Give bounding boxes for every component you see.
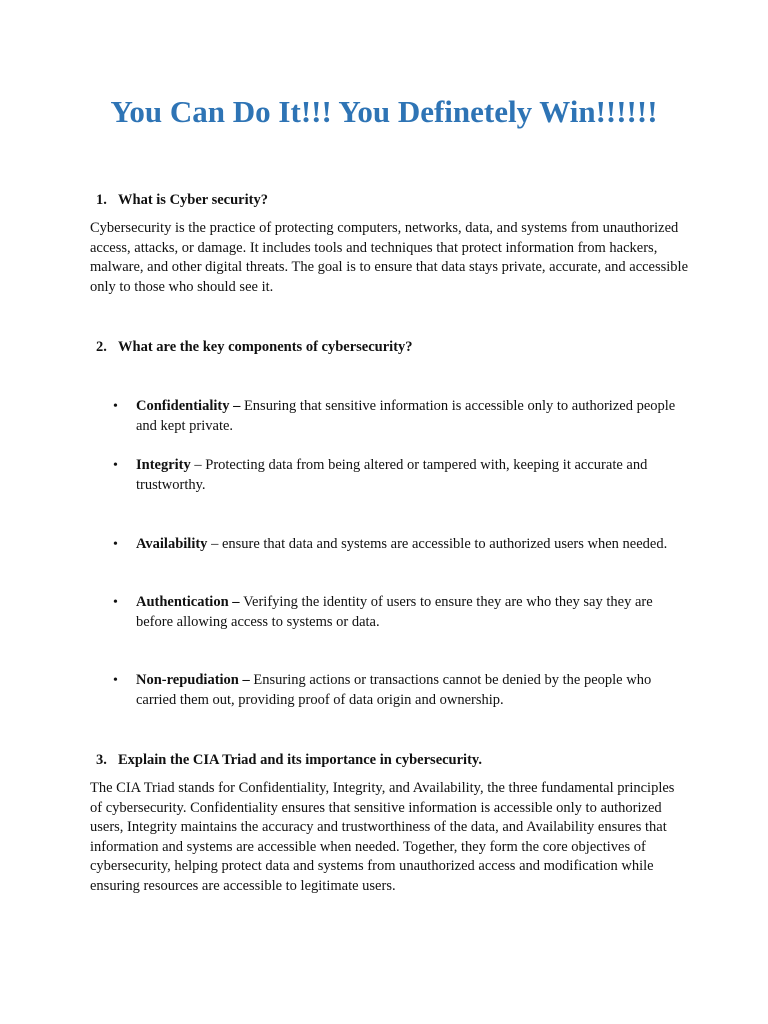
bullet-term: Confidentiality [136,398,230,414]
answer-1: Cybersecurity is the practice of protecting computers, networks, data, and systems from unauthorized access, attacks, or damage. It includes tools and techniques that protect information from hackers, malware, and other digital threats. The goal is to ensure that data stays private, accurate, and accessible only to those who should see it. [90,220,689,295]
bullet-item-availability [113,535,678,555]
bullet-icon: • [113,399,118,414]
bullet-separator: – [228,594,244,610]
bullet-separator: – [229,398,244,414]
question-2-text: What are the key components of cybersecurity? [118,339,413,355]
question-3 [96,750,482,770]
page-title: You Can Do It!!! You Definetely Win!!!!!! [110,94,658,129]
question-1 [96,190,268,210]
bullet-separator: – [207,536,222,552]
question-1-text: What is Cyber security? [118,192,268,208]
bullet-text: Ensuring actions or transactions cannot be denied by the people who carried them out, providing proof of data origin and ownership. [136,672,652,708]
bullet-term: Authentication [136,594,229,610]
bullet-term: Integrity [136,457,191,473]
bullet-icon: • [113,458,118,473]
bullet-text: Verifying the identity of users to ensure they are who they say they are before allowing access to systems or data. [136,594,653,630]
question-2-number: 2. [96,339,107,355]
bullet-icon: • [113,537,118,552]
bullet-icon: • [113,673,118,688]
bullet-item-non-repudiation [113,671,678,710]
bullet-icon: • [113,595,118,610]
question-2 [96,337,413,357]
question-1-number: 1. [96,192,107,208]
bullet-item-authentication [113,593,678,632]
bullet-separator: – [238,672,254,688]
bullet-item-confidentiality [113,397,678,436]
question-3-number: 3. [96,752,107,768]
bullet-item-integrity [113,456,678,495]
answer-3: The CIA Triad stands for Confidentiality, Integrity, and Availability, the three fundamental principles of cybersecurity. Confidentiality ensures that sensitive information is accessible only to authorized users, Integrity maintains the accuracy and trustworthiness of the data, and Availability ensures that information and systems are accessible when needed. Together, they form the core objectives of cybersecurity, helping protect data and systems from unauthorized access and modification while ensuring resources are accessible to legitimate users. [90,780,675,894]
bullet-separator: – [190,457,206,473]
bullet-term: Non-repudiation [136,672,239,688]
question-3-text: Explain the CIA Triad and its importance in cybersecurity. [118,752,482,768]
bullet-text: Ensuring that sensitive information is accessible only to authorized people and kept private. [136,398,676,434]
bullet-term: Availability [136,536,208,552]
bullet-text: ensure that data and systems are accessible to authorized users when needed. [221,536,668,552]
bullet-text: Protecting data from being altered or tampered with, keeping it accurate and trustworthy. [136,457,648,493]
